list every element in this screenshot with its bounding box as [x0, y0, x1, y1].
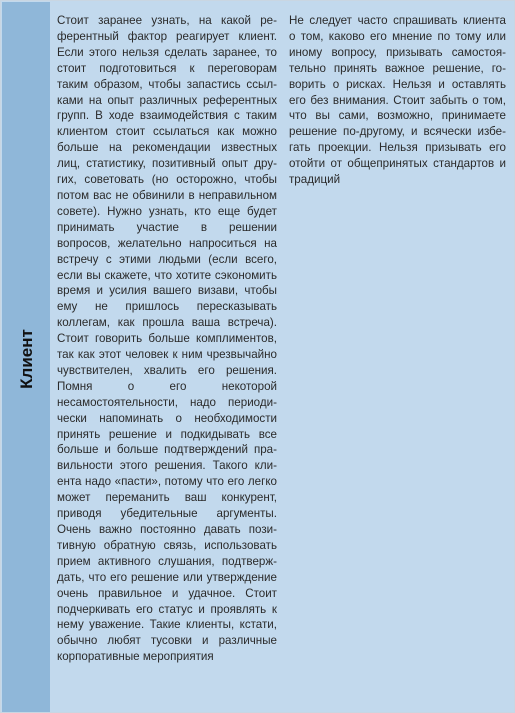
sidebar-label: Клиент	[17, 329, 36, 389]
text-column-left: Стоит заранее узнать, на какой референтный фактор реагирует клиент. Если этого нельзя сделать заранее, то стоит подготовиться к переговорам таким образом, чтобы запастись ссылками на опыт различных референтных групп. В ходе взаимодействия с таким клиентом стоит ссылаться как можно больше на рекомендации известных лиц, статистику, позитивный опыт других, советовать (но осторожно, чтобы потом вас не обвинили в неправильном совете). Нужно узнать, кто еще будет принимать участие в решении вопросов, желательно напроситься на встречу с этими людьми (если всего, если вы скажете, что хотите сэкономить время и усилия вашего визави, чтобы ему не пришлось пересказывать коллегам, как прошла ваша встреча). Стоит говорить больше комплиментов, так как этот человек к ним чрезвычайно чувствителен, хвалить его решения. Помня о его некоторой несамостоятельности, надо периодически напоминать о необходимости принять решение и подкидывать все больше и больше подтверждений правильности этого решения. Такого клиента надо «пасти», потому что его легко может переманить ваш конкурент, приводя убедительные аргументы. Очень важно постоянно давать позитивную обратную связь, использовать прием активного слушания, подтверждать, что его решение или утверждение очень правильное и удачное. Стоит подчеркивать его статус и проявлять к нему уважение. Такие клиенты, кстати, обычно любят тусовки и различные корпоративные мероприятия	[57, 14, 277, 664]
sidebar-band	[2, 2, 50, 712]
text-column-right: Не следует часто спрашивать клиента о том, каково его мнение по тому или иному вопросу, призывать самостоятельно принять важное решение, говорить о рисках. Нельзя и оставлять его без внимания. Стоит забыть о том, что вы сами, возможно, принимаете решение по-другому, и всячески избегать проекции. Нельзя призывать его отойти от общепринятых стандартов и традиций	[289, 14, 506, 187]
